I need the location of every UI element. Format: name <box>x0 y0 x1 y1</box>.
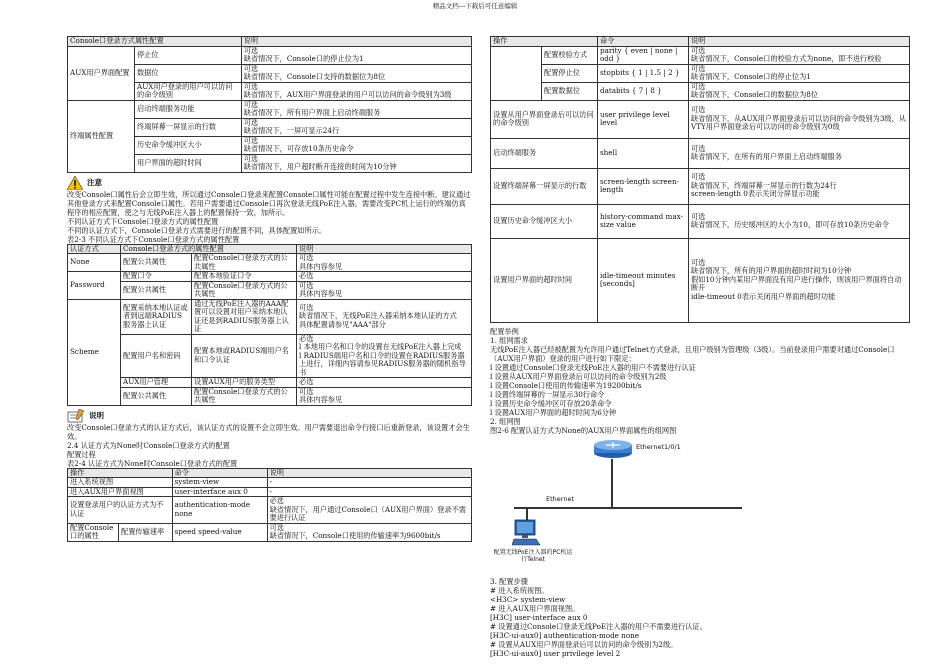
col-header: 操作 <box>68 468 173 478</box>
table-cell <box>241 46 471 64</box>
desc-line: 具体内容参见 <box>299 289 343 298</box>
table-cell: 停止位 <box>135 46 242 64</box>
table-cell: 设置AUX用户的服务类型 <box>192 378 297 388</box>
note-label: 注意 <box>87 178 102 187</box>
console-attr-table <box>67 36 472 173</box>
table-cell <box>297 254 472 272</box>
desc-line: 可选 <box>243 153 259 163</box>
col-header: 说明 <box>688 37 909 47</box>
table-cell: speed speed-value <box>172 523 267 541</box>
table-cell: history-command max-size value <box>597 204 688 238</box>
table-cell: 历史命令缓冲区大小 <box>135 136 242 154</box>
desc-line: 具体内容参见 <box>299 261 343 271</box>
desc-line: 可选 <box>243 135 259 145</box>
col-header: 操作 <box>491 37 598 47</box>
table-cell <box>267 523 471 541</box>
table-cell: 必选 <box>297 378 472 388</box>
table-cell: 设置历史命令缓冲区大小 <box>491 204 598 238</box>
table-cell: 配置Console口登录方式的公共属性 <box>192 387 297 405</box>
col-header: Console口登录方式的属性配置 <box>121 244 297 254</box>
desc-line: 具体内容参见 <box>299 395 343 404</box>
paragraph: 无线PoE注入器已经被配置为允许用户通过Telnet方式登录，且用户级别为管理级（3级）。当前登录用户需要对通过Console口（AUX用户界面）登录的用户进行如下限定： <box>490 344 895 363</box>
table-cell: parity { even | none | odd } <box>597 46 688 64</box>
paragraph: # 进入系统视图。 <box>490 585 549 595</box>
desc-line: 可选 <box>690 143 706 153</box>
table-cell <box>297 299 472 334</box>
desc-line: 可选 <box>243 81 259 91</box>
col-header: 认证方式 <box>68 244 121 254</box>
desc-line: 缺省情况下，Console口支持的数据位为8位 <box>243 72 386 81</box>
table-cell: 数据位 <box>135 64 242 82</box>
paragraph: 不同认证方式下Console口登录方式的属性配置 <box>67 216 219 226</box>
table-cell: 启动终端服务 <box>491 138 598 168</box>
desc-line: l RADIUS端用户名和口令的设置在RADIUS服务器上进行，详细内容请参见RADIUS服务器的随机指导书 <box>299 350 466 377</box>
list-item: l 设置AUX用户界面的超时时间为6分钟 <box>490 407 617 417</box>
desc-line: 具体配置请参见"AAA"部分 <box>299 319 386 329</box>
table-cell: Password <box>68 272 121 300</box>
table-cell: 配置停止位 <box>542 64 598 82</box>
table-cell: databits { 7 | 8 } <box>597 82 688 100</box>
table-cell <box>688 168 909 204</box>
ethernet-bus <box>514 507 742 509</box>
table-cell <box>688 138 909 168</box>
auth-attr-table <box>67 244 472 406</box>
table-group: 配置Console口的属性 <box>68 523 119 541</box>
desc-line: 可选 <box>299 280 314 290</box>
desc-line: 可选 <box>690 63 706 73</box>
info-note <box>67 409 472 423</box>
paragraph: 2. 组网图 <box>490 416 521 426</box>
desc-line: 可选 <box>243 117 259 127</box>
left-column <box>67 36 472 542</box>
desc-line: 缺省情况下，从AUX用户界面登录后可以访问的命令级别为3级，从VTY用户界面登录后可以访问的命令级别为0级 <box>690 113 906 132</box>
table-cell <box>297 334 472 378</box>
table-cell: 配置Console口登录方式的公共属性 <box>192 281 297 299</box>
table-cell: 配置数据位 <box>542 82 598 100</box>
pencil-note-icon <box>67 409 85 423</box>
pc-icon <box>512 519 542 547</box>
table-cell: - <box>267 487 471 497</box>
desc-line: 缺省情况下，用户超时断开连接的时间为10分钟 <box>243 162 397 171</box>
note-label: 说明 <box>89 411 104 420</box>
table-cell: 设置登录用户的认证方式为不认证 <box>68 497 173 524</box>
table-cell: system-view <box>172 478 267 488</box>
caution-note <box>67 176 472 190</box>
paragraph: # 设置从AUX用户界面登录后可以访问的命令级别为2级。 <box>490 639 678 649</box>
section-title: 配置举例 <box>490 326 519 336</box>
desc-line: 缺省情况下，Console口的数据位为8位 <box>690 90 819 99</box>
table-cell: 配置公共属性 <box>121 281 192 299</box>
list-item: l 设置通过Console口登录无线PoE注入器的用户不需要进行认证 <box>490 362 696 372</box>
desc-line: 可选 <box>690 172 706 182</box>
table-cell: 必选 <box>297 272 472 282</box>
command-line: [H3C] user-interface aux 0 <box>490 612 588 622</box>
desc-line: 缺省情况下，Console口的停止位为1 <box>243 54 364 63</box>
desc-line: 缺省情况下，一屏可显示24行 <box>243 126 340 135</box>
eth-port-label: Ethernet1/0/1 <box>636 442 681 451</box>
col-header: 命令 <box>597 37 688 47</box>
paragraph: 不同的认证方式下，Console口登录方式需要进行的配置不同，具体配置如所示。 <box>67 225 327 235</box>
table-caption: 表2-4 认证方式为None时Console口登录方式的配置 <box>67 458 238 468</box>
paragraph: 1. 组网需求 <box>490 335 528 345</box>
desc-line: 可选 <box>243 45 259 55</box>
table-group: 终端属性配置 <box>68 100 135 172</box>
table-cell: 配置本地或RADIUS端用户名和口令认证 <box>192 334 297 378</box>
page-header: 精品文档---下载后可任意编辑 <box>432 2 518 10</box>
table-group: AUX用户界面配置 <box>68 46 135 100</box>
none-auth-table <box>67 468 472 542</box>
command-line: [H3C-ui-aux0] authentication-mode none <box>490 630 640 640</box>
desc-line: 可选 <box>690 211 706 221</box>
table-cell <box>241 136 471 154</box>
desc-line: 缺省情况下，Console口使用的传输速率为9600bit/s <box>269 531 441 540</box>
table-cell <box>688 204 909 238</box>
table-cell <box>688 238 909 322</box>
desc-line: 缺省情况下，在所有的用户界面上启动终端服务 <box>690 152 842 161</box>
desc-line: 可选 <box>690 45 706 55</box>
col-header: 说明 <box>241 37 471 47</box>
right-column <box>490 36 910 658</box>
table-cell: 通过无线PoE注入器的AAA配置可以设置对用户采纳本地认证还是到RADIUS服务器上认证 <box>192 299 297 334</box>
table-cell: - <box>267 478 471 488</box>
table-cell: screen-length screen-length <box>597 168 688 204</box>
desc-line: 缺省情况下，所有用户界面上启动终端服务 <box>243 108 381 117</box>
figure-caption: 图2-6 配置认证方式为None的AUX用户界面属性的组网图 <box>490 425 677 435</box>
desc-line: 缺省情况下，可存放10条历史命令 <box>243 144 354 153</box>
desc-line: 假如10分钟内某用户界面没有用户进行操作，则该用户界面将自动断开 <box>690 274 902 293</box>
paragraph: # 进入AUX用户界面视图。 <box>490 603 580 613</box>
table-cell: 终端屏幕一屏显示的行数 <box>135 118 242 136</box>
table-cell: stopbits { 1 | 1.5 | 2 } <box>597 64 688 82</box>
table-cell: 设置终端屏幕一屏显示的行数 <box>491 168 598 204</box>
table-cell: 启动终端服务功能 <box>135 100 242 118</box>
col-header: 说明 <box>297 244 472 254</box>
desc-line: screen-length 0表示关闭分屏显示功能 <box>690 189 820 199</box>
section-subtitle: 配置过程 <box>67 449 96 459</box>
network-diagram <box>490 437 910 577</box>
desc-line: 缺省情况下，Console口的校验方式为none，即不进行校验 <box>690 54 882 63</box>
desc-line: 缺省情况下，用户通过Console口（AUX用户界面）登录不需要进行认证 <box>269 504 466 522</box>
section-title: 2.4 认证方式为None时Console口登录方式的配置 <box>67 440 230 450</box>
desc-line: 可选 <box>690 105 706 115</box>
desc-line: 可选 <box>243 63 259 73</box>
table-cell: 用户界面的超时时间 <box>135 154 242 172</box>
desc-line: 可选 <box>299 302 314 312</box>
desc-line: 可选 <box>690 81 706 91</box>
table-cell: 配置用户名和密码 <box>121 334 192 378</box>
command-line: <H3C> system-view <box>490 594 566 604</box>
desc-line: 缺省情况下，无线PoE注入器采纳本地认证的方式 <box>299 311 457 321</box>
table-cell <box>688 64 909 82</box>
table-cell: shell <box>597 138 688 168</box>
table-cell <box>688 82 909 100</box>
table-cell <box>297 281 472 299</box>
desc-line: 缺省情况下，历史缓冲区的大小为10，即可存放10条历史命令 <box>690 220 889 229</box>
table-cell <box>688 100 909 138</box>
table-cell: 设置从用户界面登录后可以访问的命令级别 <box>491 100 598 138</box>
paragraph: # 设置通过Console口登录无线PoE注入器的用户不需要进行认证。 <box>490 621 707 631</box>
table-cell <box>241 100 471 118</box>
table-cell <box>241 82 471 100</box>
desc-line: l 本地用户名和口令的设置在无线PoE注入器上完成 <box>299 342 462 351</box>
table-cell: 设置用户界面的超时时间 <box>491 238 598 322</box>
table-group <box>491 46 542 100</box>
aux-attr-table <box>490 36 910 323</box>
table-cell: 配置采纳本地认证或者到远端RADIUS服务器上认证 <box>121 299 192 334</box>
table-cell <box>241 64 471 82</box>
table-cell <box>267 497 471 524</box>
desc-line: 缺省情况下，Console口的停止位为1 <box>690 72 811 81</box>
desc-line: 可选 <box>299 253 314 262</box>
table-cell <box>688 46 909 64</box>
table-cell: idle-timeout minutes [seconds] <box>597 238 688 322</box>
list-item: l 设置从AUX用户界面登录后可以访问的命令级别为2级 <box>490 371 667 381</box>
desc-line: 缺省情况下，所有的用户界面的超时时间为10分钟 <box>690 266 852 276</box>
col-header: 命令 <box>172 468 267 478</box>
desc-line: idle-timeout 0表示关闭用户界面的超时功能 <box>690 291 836 301</box>
table-cell: user-interface aux 0 <box>172 487 267 497</box>
list-item: l 设置历史命令缓冲区可存放20条命令 <box>490 398 612 408</box>
command-line: [H3C-ui-aux0] user privilege level 2 <box>490 648 621 658</box>
table-cell: 配置口令 <box>121 272 192 282</box>
link-line <box>611 459 613 508</box>
table-cell: authentication-mode none <box>172 497 267 524</box>
note-text: 改变Console口属性后会立即生效，所以通过Console口登录来配置Console口属性可能在配置过程中发生连接中断。建议通过其他登录方式来配置Console口属性。若用户需要通过Console口再次登录无线PoE注入器，需要改变PC机上运行的终端仿真程序的相应配置，使之与无线PoE注入器上的配置保持一致，加所示。 <box>67 189 471 217</box>
table-cell: AUX用户登录的用户可以访问的命令级别 <box>135 82 242 100</box>
table-cell: 配置本地验证口令 <box>192 272 297 282</box>
list-item: l 设置终端屏幕的一屏显示30行命令 <box>490 389 605 399</box>
desc-line: 缺省情况下，终端屏幕一屏显示的行数为24行 <box>690 180 837 190</box>
table-cell: user privilege level level <box>597 100 688 138</box>
desc-line: 可选 <box>269 522 284 532</box>
table-cell: 进入系统视图 <box>68 478 173 488</box>
table-cell <box>297 387 472 405</box>
desc-line: 可选 <box>690 257 706 267</box>
table-cell: 配置校验方式 <box>542 46 598 64</box>
note-text: 改变Console口登录方式的认证方式后，该认证方式的设置不会立即生效。用户需要退出命令行接口后重新登录，该设置才会生效。 <box>67 422 470 441</box>
poe-injector-icon <box>592 439 634 459</box>
table-cell: 配置Console口登录方式的公共属性 <box>192 254 297 272</box>
table-cell: 配置公共属性 <box>121 387 192 405</box>
table-cell: AUX用户管理 <box>121 378 192 388</box>
desc-line: 缺省情况下，AUX用户界面登录的用户可以访问的命令级别为3级 <box>243 90 452 99</box>
table-cell <box>241 154 471 172</box>
bus-label: Ethernet <box>546 494 574 503</box>
paragraph: 3. 配置步骤 <box>490 576 528 586</box>
warning-icon <box>67 176 83 190</box>
desc-line: 必选 <box>269 496 284 505</box>
table-cell: 配置公共属性 <box>121 254 192 272</box>
table-cell: Scheme <box>68 299 121 405</box>
table-caption: 表2-3 不同认证方式下Console口登录方式的属性配置 <box>67 234 240 244</box>
col-header: Console口登录方式属性配置 <box>68 37 242 47</box>
desc-line: 可选 <box>243 99 259 109</box>
table-cell: None <box>68 254 121 272</box>
col-header: 说明 <box>267 468 471 478</box>
desc-line: 可选 <box>299 386 314 396</box>
desc-line: 必选 <box>299 333 314 343</box>
list-item: l 设置Console口使用的传输速率为19200bit/s <box>490 380 642 390</box>
table-cell: 进入AUX用户界面视图 <box>68 487 173 497</box>
table-cell: 配置传输速率 <box>119 523 173 541</box>
pc-label: 配置无线PoE注入器的PC机运行Telnet <box>493 548 573 563</box>
table-cell <box>241 118 471 136</box>
